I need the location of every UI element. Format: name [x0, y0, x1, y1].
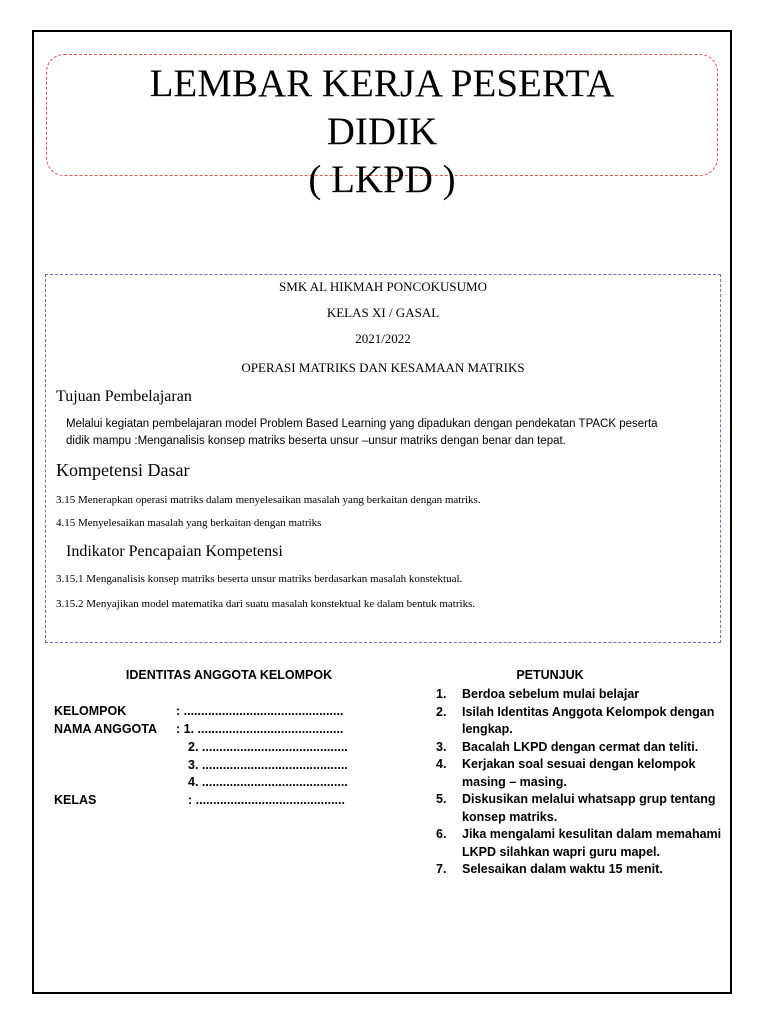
kompetensi-item-1: 3.15 Menerapkan operasi matriks dalam menyelesaikan masalah yang berkaitan dengan matriks.	[56, 494, 481, 506]
petunjuk-text: Kerjakan soal sesuai dengan kelompok masing – masing.	[462, 757, 696, 789]
title-line-2: DIDIK	[326, 110, 438, 153]
title-line-3: ( LKPD )	[308, 158, 456, 201]
petunjuk-number: 3.	[436, 739, 447, 754]
nama-label: NAMA ANGGOTA	[54, 722, 157, 736]
school-name: SMK AL HIKMAH PONCOKUSUMO	[279, 279, 487, 294]
petunjuk-text: Isilah Identitas Anggota Kelompok dengan lengkap.	[462, 704, 715, 736]
petunjuk-text: Selesaikan dalam waktu 15 menit.	[462, 862, 663, 876]
petunjuk-item	[430, 826, 730, 861]
petunjuk-text: Diskusikan melalui whatsapp grup tentang konsep matriks.	[462, 792, 716, 824]
nama-field-2[interactable]: 2. ..........................................	[188, 740, 348, 754]
nama-field-4[interactable]: 4. ..........................................	[188, 775, 348, 789]
petunjuk-number: 4.	[436, 757, 447, 771]
kelas-field[interactable]: : ...........................................	[188, 793, 345, 807]
title-line-1: LEMBAR KERJA PESERTA	[149, 62, 615, 105]
petunjuk-number: 5.	[436, 792, 447, 806]
class-label: KELAS XI / GASAL	[326, 305, 440, 320]
petunjuk-text: Bacalah LKPD dengan cermat dan teliti.	[462, 739, 699, 754]
petunjuk-item	[430, 756, 730, 791]
petunjuk-item	[430, 704, 730, 739]
kompetensi-heading: Kompetensi Dasar	[56, 460, 190, 480]
petunjuk-item	[430, 739, 730, 757]
nama-field-1[interactable]: : 1. ..........................................	[176, 722, 344, 736]
school-year: 2021/2022	[355, 331, 411, 346]
petunjuk-number: 1.	[436, 687, 447, 701]
petunjuk-number: 6.	[436, 827, 447, 841]
petunjuk-text: Jika mengalami kesulitan dalam memahami LKPD silahkan wapri guru mapel.	[462, 827, 722, 859]
kelas-row	[54, 793, 345, 807]
petunjuk-item	[430, 686, 730, 704]
petunjuk-heading: PETUNJUK	[516, 668, 584, 682]
indikator-item-2: 3.15.2 Menyajikan model matematika dari suatu masalah konstektual ke dalam bentuk matriks.	[56, 598, 476, 610]
nama-row	[54, 722, 343, 736]
nama-field-3[interactable]: 3. ..........................................	[188, 758, 348, 772]
kelas-label: KELAS	[54, 793, 97, 807]
petunjuk-item	[430, 791, 730, 826]
indikator-item-1: 3.15.1 Menganalisis konsep matriks beserta unsur matriks berdasarkan masalah konstektual.	[56, 573, 463, 585]
petunjuk-list	[430, 686, 730, 879]
kelompok-row	[54, 704, 343, 718]
petunjuk-text: Berdoa sebelum mulai belajar	[462, 687, 640, 701]
tujuan-line-1: Melalui kegiatan pembelajaran model Problem Based Learning yang dipadukan dengan pendekatan TPACK peserta	[66, 418, 658, 430]
kompetensi-item-2: 4.15 Menyelesaikan masalah yang berkaitan dengan matriks	[56, 517, 322, 529]
tujuan-heading: Tujuan Pembelajaran	[56, 388, 192, 405]
petunjuk-number: 7.	[436, 862, 447, 876]
petunjuk-item	[430, 861, 730, 879]
petunjuk-number: 2.	[436, 704, 447, 719]
tujuan-line-2: didik mampu :Menganalisis konsep matriks beserta unsur –unsur matriks dengan benar dan tepat.	[66, 435, 566, 447]
kelompok-field[interactable]: : ..............................................	[176, 704, 344, 718]
kelompok-label: KELOMPOK	[54, 704, 127, 718]
identitas-heading: IDENTITAS ANGGOTA KELOMPOK	[125, 668, 333, 682]
page-title	[46, 60, 718, 204]
info-frame	[45, 274, 721, 643]
indikator-heading: Indikator Pencapaian Kompetensi	[66, 543, 283, 560]
topic-title: OPERASI MATRIKS DAN KESAMAAN MATRIKS	[241, 360, 525, 375]
